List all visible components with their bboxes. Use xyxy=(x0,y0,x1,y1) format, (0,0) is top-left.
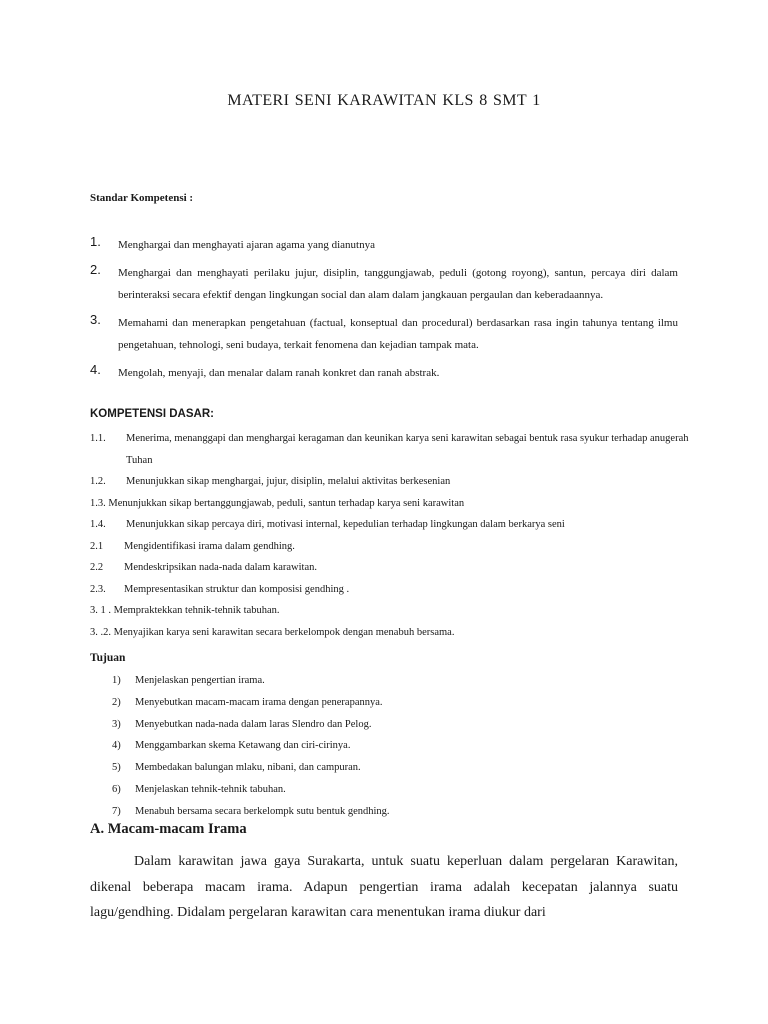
list-item xyxy=(112,692,672,714)
list-text: Mengidentifikasi irama dalam gendhing. xyxy=(124,540,295,552)
list-number: 3. xyxy=(90,312,101,327)
list-item xyxy=(90,536,690,558)
tujuan-list xyxy=(112,670,672,823)
list-number: 1.1. xyxy=(90,433,106,444)
list-number: 1.3. xyxy=(90,497,106,509)
list-item xyxy=(90,622,690,644)
list-number: 1.4. xyxy=(90,519,106,530)
list-number: 2) xyxy=(112,696,121,708)
list-number: 3) xyxy=(112,718,121,730)
list-item xyxy=(90,557,690,579)
standar-kompetensi-heading: Standar Kompetensi : xyxy=(90,192,194,204)
tujuan-heading: Tujuan xyxy=(90,652,126,664)
document-title: MATERI SENI KARAWITAN KLS 8 SMT 1 xyxy=(227,92,541,109)
list-text: Menabuh bersama secara berkelompk sutu bentuk gendhing. xyxy=(135,805,390,817)
list-number: 5) xyxy=(112,762,121,774)
list-text: Mempraktekkan tehnik-tehnik tabuhan. xyxy=(113,605,280,616)
list-number: 6) xyxy=(112,783,121,795)
list-number: 1. xyxy=(90,234,101,249)
list-text: Menggambarkan skema Ketawang dan ciri-cirinya. xyxy=(135,740,351,752)
section-heading: A. Macam-macam Irama xyxy=(90,821,247,837)
list-item xyxy=(90,262,678,306)
list-number: 7) xyxy=(112,805,121,817)
list-item xyxy=(90,579,690,601)
list-number: 1.2. xyxy=(90,476,106,487)
standar-kompetensi-list xyxy=(90,234,678,390)
list-number: 2.3. xyxy=(90,583,106,595)
list-number: 4. xyxy=(90,362,101,377)
list-text: Memahami dan menerapkan pengetahuan (factual, konseptual dan procedural) berdasarkan rasa ingin tahunya tentang ilmu pengetahuan, tehnologi, seni budaya, terkait fenomena dan kejadian tampak mata. xyxy=(118,317,678,351)
list-item xyxy=(90,234,678,256)
list-text: Mendeskripsikan nada-nada dalam karawitan. xyxy=(124,562,318,573)
list-text: Mengolah, menyaji, dan menalar dalam ranah konkret dan ranah abstrak. xyxy=(118,367,440,379)
list-item xyxy=(112,801,672,823)
list-item xyxy=(112,735,672,757)
list-number: 2.2 xyxy=(90,562,104,573)
list-text: Menunjukkan sikap menghargai, jujur, disiplin, melalui aktivitas berkesenian xyxy=(126,476,451,487)
list-text: Menghargai dan menghayati perilaku jujur, disiplin, tanggungjawab, peduli (gotong royong), santun, percaya diri dalam berinteraksi secara efektif dengan lingkungan social dan alam dalam jangkauan pergaulan dan keberadaannya. xyxy=(118,267,678,301)
list-text: Menghargai dan menghayati ajaran agama yang dianutnya xyxy=(118,239,375,251)
list-item xyxy=(90,493,690,515)
list-text: Membedakan balungan mlaku, nibani, dan campuran. xyxy=(135,762,361,774)
list-item xyxy=(112,670,672,692)
list-item xyxy=(90,514,690,536)
list-text: Menunjukkan sikap bertanggungjawab, peduli, santun terhadap karya seni karawitan xyxy=(108,497,465,509)
list-number: 2. xyxy=(90,262,101,277)
list-text: Menunjukkan sikap percaya diri, motivasi internal, kepedulian terhadap lingkungan dalam berkarya seni xyxy=(126,519,565,530)
list-number: 3. .2. xyxy=(90,626,111,638)
list-item xyxy=(90,600,690,622)
list-item xyxy=(90,362,678,384)
list-number: 3. 1 . xyxy=(90,605,111,616)
list-item xyxy=(90,312,678,356)
list-item xyxy=(90,471,690,493)
list-number: 4) xyxy=(112,740,121,752)
list-text: Menjelaskan tehnik-tehnik tabuhan. xyxy=(135,783,286,795)
list-text: Menjelaskan pengertian irama. xyxy=(135,675,265,686)
body-paragraph: Dalam karawitan jawa gaya Surakarta, untuk suatu keperluan dalam pergelaran Karawitan, dikenal beberapa macam irama. Adapun pengertian irama adalah kecepatan jalannya suatu lagu/gendhing. Didalam pergelaran karawitan cara menentukan irama diukur dari xyxy=(90,854,678,920)
list-number: 2.1 xyxy=(90,540,104,552)
list-item xyxy=(112,779,672,801)
list-item xyxy=(112,714,672,736)
list-item xyxy=(90,428,690,471)
list-number: 1) xyxy=(112,675,121,686)
kompetensi-dasar-list xyxy=(90,428,690,643)
kompetensi-dasar-heading: KOMPETENSI DASAR: xyxy=(90,408,214,420)
list-text: Menyebutkan macam-macam irama dengan penerapannya. xyxy=(135,696,383,708)
list-text: Menyajikan karya seni karawitan secara berkelompok dengan menabuh bersama. xyxy=(113,626,455,638)
list-text: Mempresentasikan struktur dan komposisi gendhing . xyxy=(124,583,350,595)
list-text: Menerima, menanggapi dan menghargai keragaman dan keunikan karya seni karawitan sebagai bentuk rasa syukur terhadap anugerah Tuhan xyxy=(126,433,689,466)
list-text: Menyebutkan nada-nada dalam laras Slendro dan Pelog. xyxy=(135,718,372,730)
list-item xyxy=(112,757,672,779)
